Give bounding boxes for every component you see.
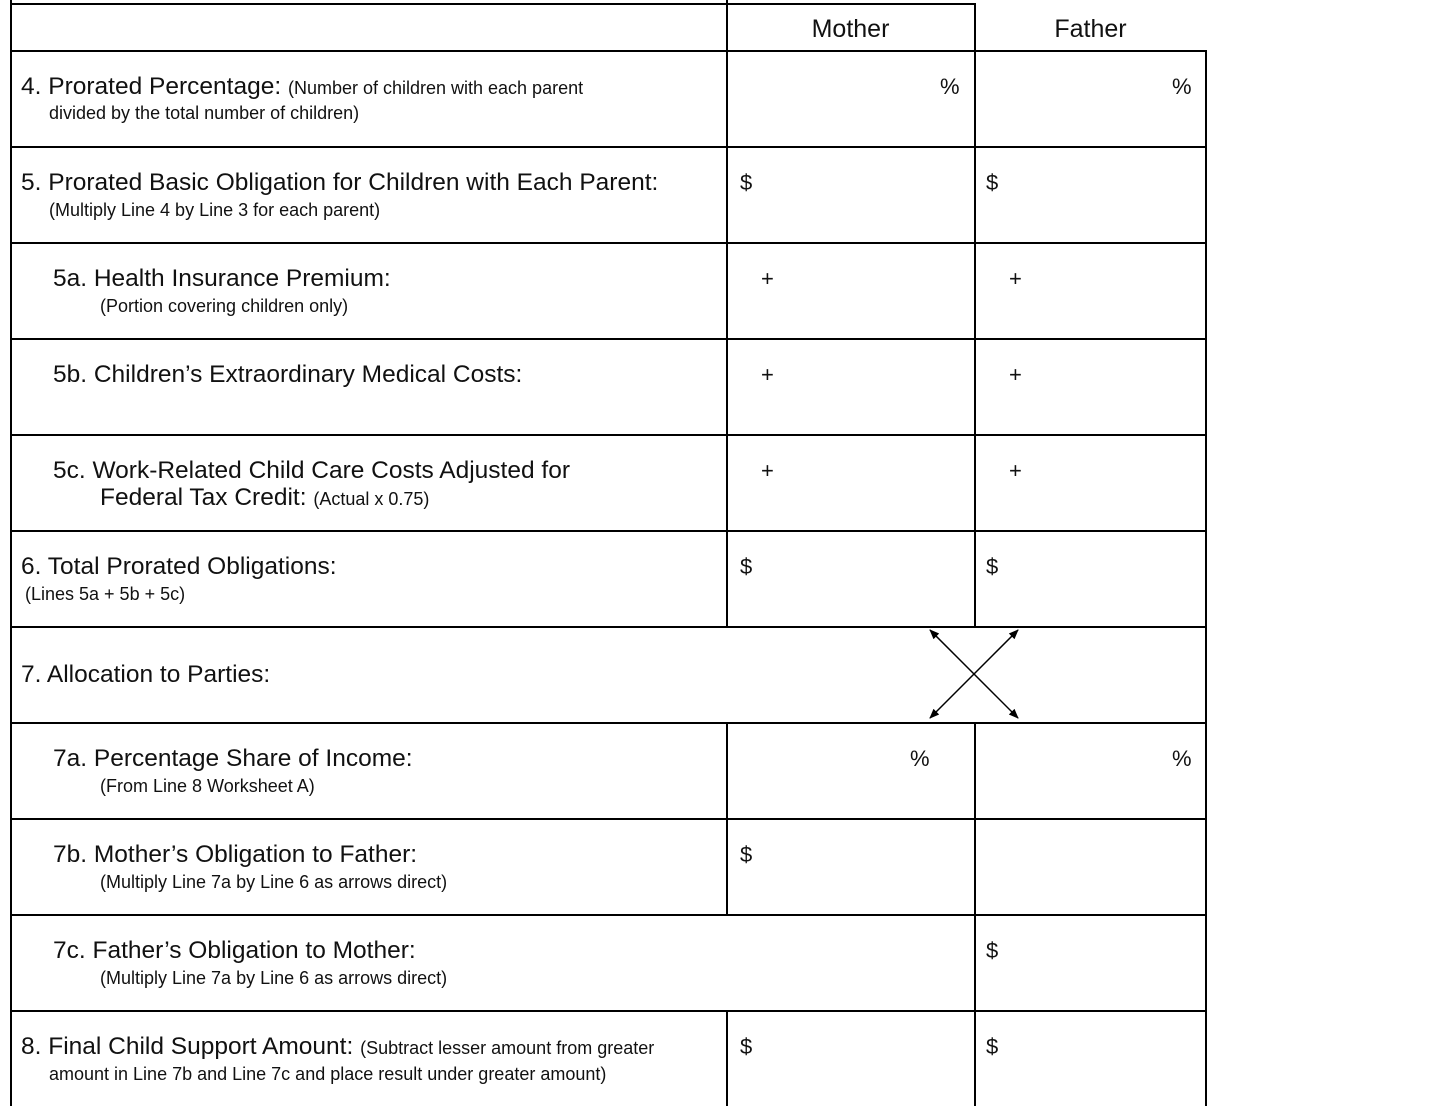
line-6-mother-field[interactable]: $ <box>740 554 753 579</box>
line-5b-label: 5b. Children’s Extraordinary Medical Costs: <box>53 361 523 388</box>
line-7a-label: 7a. Percentage Share of Income: <box>53 745 413 772</box>
line-7a-note: (From Line 8 Worksheet A) <box>100 776 315 796</box>
line-8-note-2: amount in Line 7b and Line 7c and place result under greater amount) <box>49 1064 607 1084</box>
header-mother: Mother <box>811 15 890 43</box>
header-father: Father <box>1054 15 1127 43</box>
line-5a-mother-field[interactable]: + <box>761 266 774 291</box>
line-8-father-field[interactable]: $ <box>986 1034 999 1059</box>
line-8-mother-field[interactable]: $ <box>740 1034 753 1059</box>
line-4-note-2: divided by the total number of children) <box>49 103 360 123</box>
line-7c-label: 7c. Father’s Obligation to Mother: <box>53 937 416 964</box>
line-8-note: (Subtract lesser amount from greater <box>360 1038 655 1058</box>
line-5b-father-field[interactable]: + <box>1009 362 1022 387</box>
line-5-note: (Multiply Line 4 by Line 3 for each parent) <box>49 200 381 220</box>
line-6-note: (Lines 5a + 5b + 5c) <box>25 584 186 604</box>
line-5-mother-field[interactable]: $ <box>740 170 753 195</box>
line-8-title: 8. Final Child Support Amount: <box>21 1033 354 1060</box>
line-6-label: 6. Total Prorated Obligations: <box>21 553 337 580</box>
line-4-title: 4. Prorated Percentage: <box>21 73 282 100</box>
line-5-father-field[interactable]: $ <box>986 170 999 195</box>
line-4-father-field[interactable]: % <box>1172 74 1192 99</box>
line-7-label: 7. Allocation to Parties: <box>21 661 271 688</box>
line-4-note: (Number of children with each parent <box>287 78 584 98</box>
line-7a-mother-field[interactable]: % <box>910 746 930 771</box>
line-5-label: 5. Prorated Basic Obligation for Children with Each Parent: <box>21 169 659 196</box>
line-5b-mother-field[interactable]: + <box>761 362 774 387</box>
line-6-father-field[interactable]: $ <box>986 554 999 579</box>
line-7b-note: (Multiply Line 7a by Line 6 as arrows direct) <box>100 872 448 892</box>
line-5c-label: 5c. Work-Related Child Care Costs Adjusted for <box>53 457 570 484</box>
line-5c-father-field[interactable]: + <box>1009 458 1022 483</box>
line-7a-father-field[interactable]: % <box>1172 746 1192 771</box>
line-5c-title-2: Federal Tax Credit: <box>100 484 307 511</box>
line-5a-label: 5a. Health Insurance Premium: <box>53 265 391 292</box>
line-4-mother-field[interactable]: % <box>940 74 960 99</box>
line-5a-father-field[interactable]: + <box>1009 266 1022 291</box>
line-7c-note: (Multiply Line 7a by Line 6 as arrows direct) <box>100 968 448 988</box>
line-5c-note: (Actual x 0.75) <box>313 489 430 509</box>
line-5a-note: (Portion covering children only) <box>100 296 349 316</box>
line-7b-mother-field[interactable]: $ <box>740 842 753 867</box>
line-8-label <box>21 1033 654 1061</box>
line-5c-mother-field[interactable]: + <box>761 458 774 483</box>
line-7c-father-field[interactable]: $ <box>986 938 999 963</box>
line-7b-label: 7b. Mother’s Obligation to Father: <box>53 841 418 868</box>
